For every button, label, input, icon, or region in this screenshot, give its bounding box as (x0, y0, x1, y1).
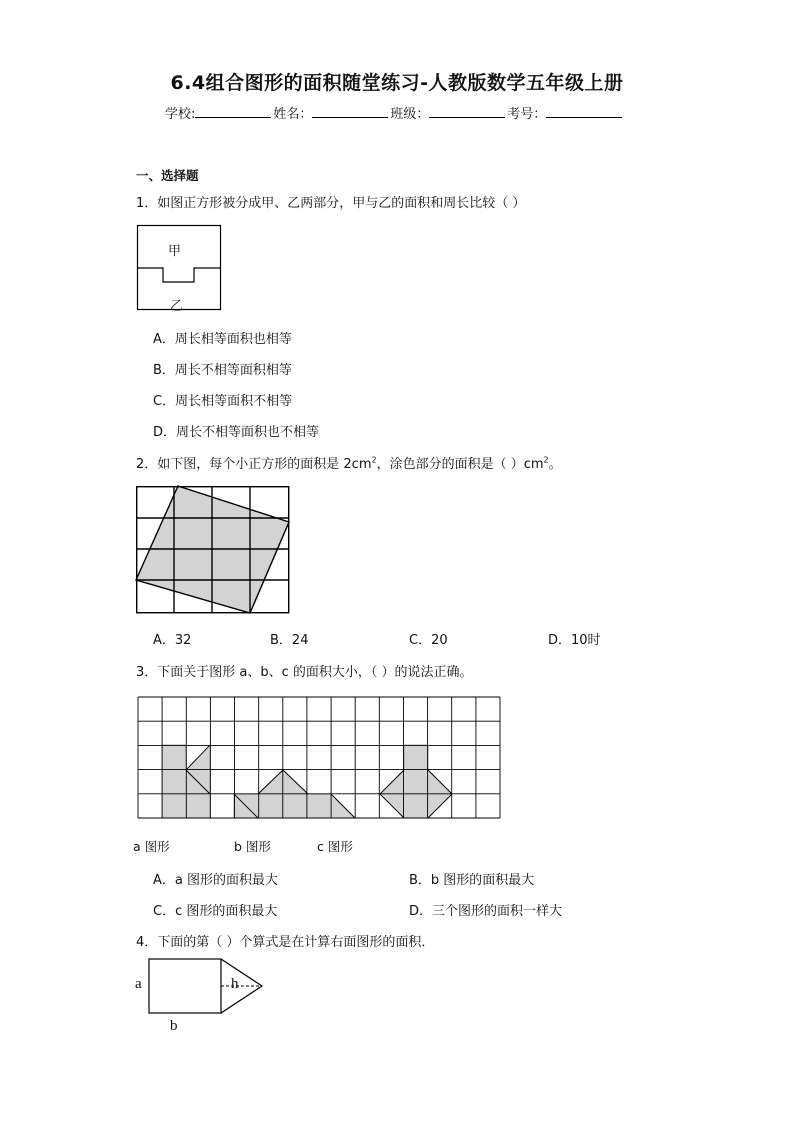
label-yi: 乙 (170, 299, 184, 314)
page-title: 6.4组合图形的面积随堂练习-人教版数学五年级上册 (170, 72, 624, 94)
question-3-option-a[interactable]: A．a 图形的面积最大 (153, 873, 278, 888)
label-figure-c: c 图形 (317, 839, 353, 854)
label-height-h: h (231, 976, 239, 992)
question-1-option-d[interactable]: D．周长不相等面积也不相等 (153, 425, 320, 440)
id-label: 考号： (507, 107, 547, 122)
question-1-option-b[interactable]: B．周长不相等面积相等 (153, 363, 292, 378)
question-1-option-c[interactable]: C．周长相等面积不相等 (153, 394, 293, 409)
student-info-line (165, 103, 624, 122)
question-3-option-d[interactable]: D．三个图形的面积一样大 (409, 904, 563, 919)
question-2-grid-figure (136, 486, 290, 614)
name-blank (312, 103, 388, 118)
question-2-stem: 2．如下图，每个小正方形的面积是 $2cm^2$，涂色部分的面积是（ ）$cm^2$。 (136, 455, 562, 472)
id-blank (546, 103, 622, 118)
label-figure-b: b 图形 (234, 839, 271, 854)
question-2-option-a[interactable]: A．32 (153, 633, 192, 648)
label-jia: 甲 (168, 244, 182, 259)
divider-line (137, 268, 221, 282)
label-side-a: a (135, 976, 142, 992)
section-title: 一、选择题 (136, 168, 199, 183)
label-figure-a: a 图形 (133, 839, 170, 854)
question-4-figure (148, 958, 264, 1014)
question-3-stem: 3．下面关于图形 a、b、c 的面积大小，（ ）的说法正确。 (136, 665, 473, 680)
question-4-stem: 4．下面的第（ ）个算式是在计算右面图形的面积． (136, 935, 435, 950)
question-3-option-c[interactable]: C．c 图形的面积最大 (153, 904, 278, 919)
school-blank (195, 103, 271, 118)
question-2-option-b[interactable]: B．24 (270, 633, 309, 648)
question-1-stem: 1．如图正方形被分成甲、乙两部分，甲与乙的面积和周长比较（ ） (136, 196, 526, 211)
question-2-option-d[interactable]: D．10时 (548, 633, 601, 648)
class-label: 班级： (390, 107, 430, 122)
question-1-option-a[interactable]: A．周长相等面积也相等 (153, 332, 292, 347)
question-2-option-c[interactable]: C．20 (409, 633, 448, 648)
class-blank (429, 103, 505, 118)
name-label: 姓名： (273, 107, 313, 122)
question-3-option-b[interactable]: B．b 图形的面积最大 (409, 873, 535, 888)
school-label: 学校: (165, 107, 196, 122)
label-bottom-b: b (170, 1018, 178, 1034)
question-3-grid-figure (138, 697, 501, 819)
rectangle-part (149, 959, 221, 1013)
shape-c (380, 745, 452, 818)
